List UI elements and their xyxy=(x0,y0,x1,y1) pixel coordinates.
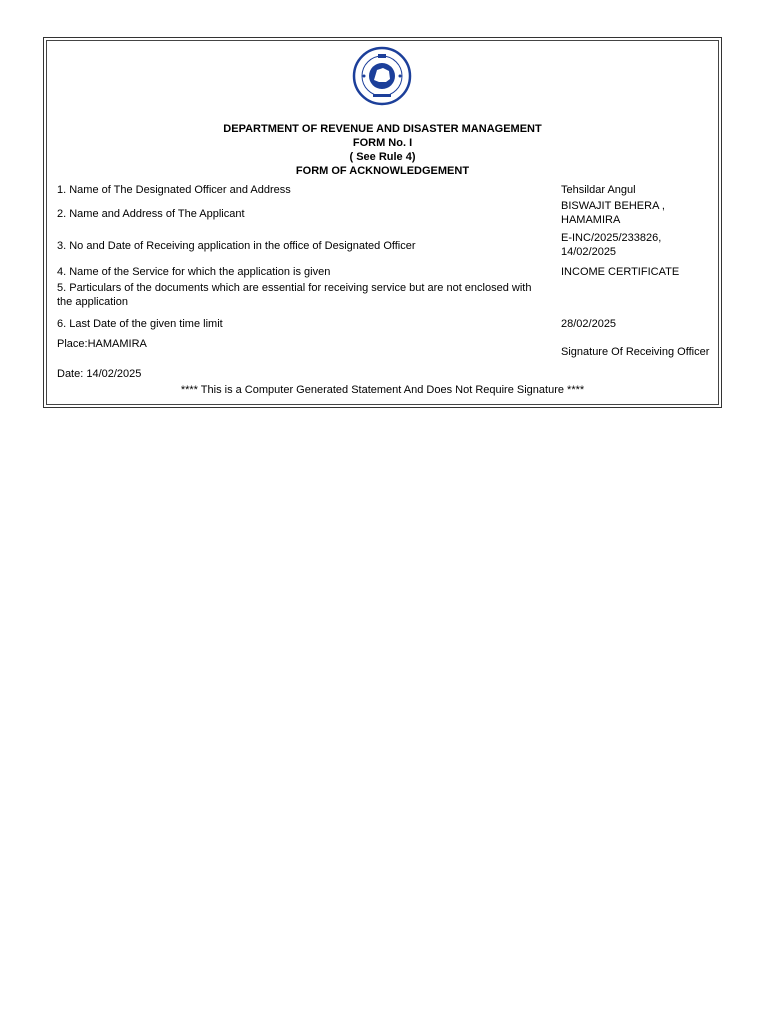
date-text: Date: 14/02/2025 xyxy=(57,368,142,380)
field-label: 3. No and Date of Receiving application in the office of Designated Officer xyxy=(57,240,416,252)
field-label: 5. Particulars of the documents which are essential for receiving service but are not enclosed with the application xyxy=(57,282,532,308)
field-value: INCOME CERTIFICATE xyxy=(561,266,680,278)
form-title: FORM OF ACKNOWLEDGEMENT xyxy=(295,165,470,177)
signature-label: Signature Of Receiving Officer xyxy=(561,346,710,358)
form-headings xyxy=(47,122,718,178)
field-label: 4. Name of the Service for which the application is given xyxy=(57,266,331,278)
field-value: BISWAJIT BEHERA , HAMAMIRA xyxy=(561,200,665,226)
form-number: FORM No. I xyxy=(352,137,413,149)
odisha-emblem-icon xyxy=(352,46,412,106)
field-value: 28/02/2025 xyxy=(561,318,617,330)
field-label: 2. Name and Address of The Applicant xyxy=(57,208,245,220)
rule-reference: ( See Rule 4) xyxy=(349,151,416,163)
field-label: 1. Name of The Designated Officer and Address xyxy=(57,184,291,196)
department-title: DEPARTMENT OF REVENUE AND DISASTER MANAGEMENT xyxy=(223,123,542,135)
field-value: E-INC/2025/233826, 14/02/2025 xyxy=(561,232,662,258)
place-text: Place:HAMAMIRA xyxy=(57,338,147,350)
field-value: Tehsildar Angul xyxy=(561,184,636,196)
computer-generated-note: **** This is a Computer Generated Statement And Does Not Require Signature **** xyxy=(180,384,585,396)
form-inner-border xyxy=(46,40,719,405)
acknowledgement-form xyxy=(43,37,722,408)
field-label: 6. Last Date of the given time limit xyxy=(57,318,223,330)
